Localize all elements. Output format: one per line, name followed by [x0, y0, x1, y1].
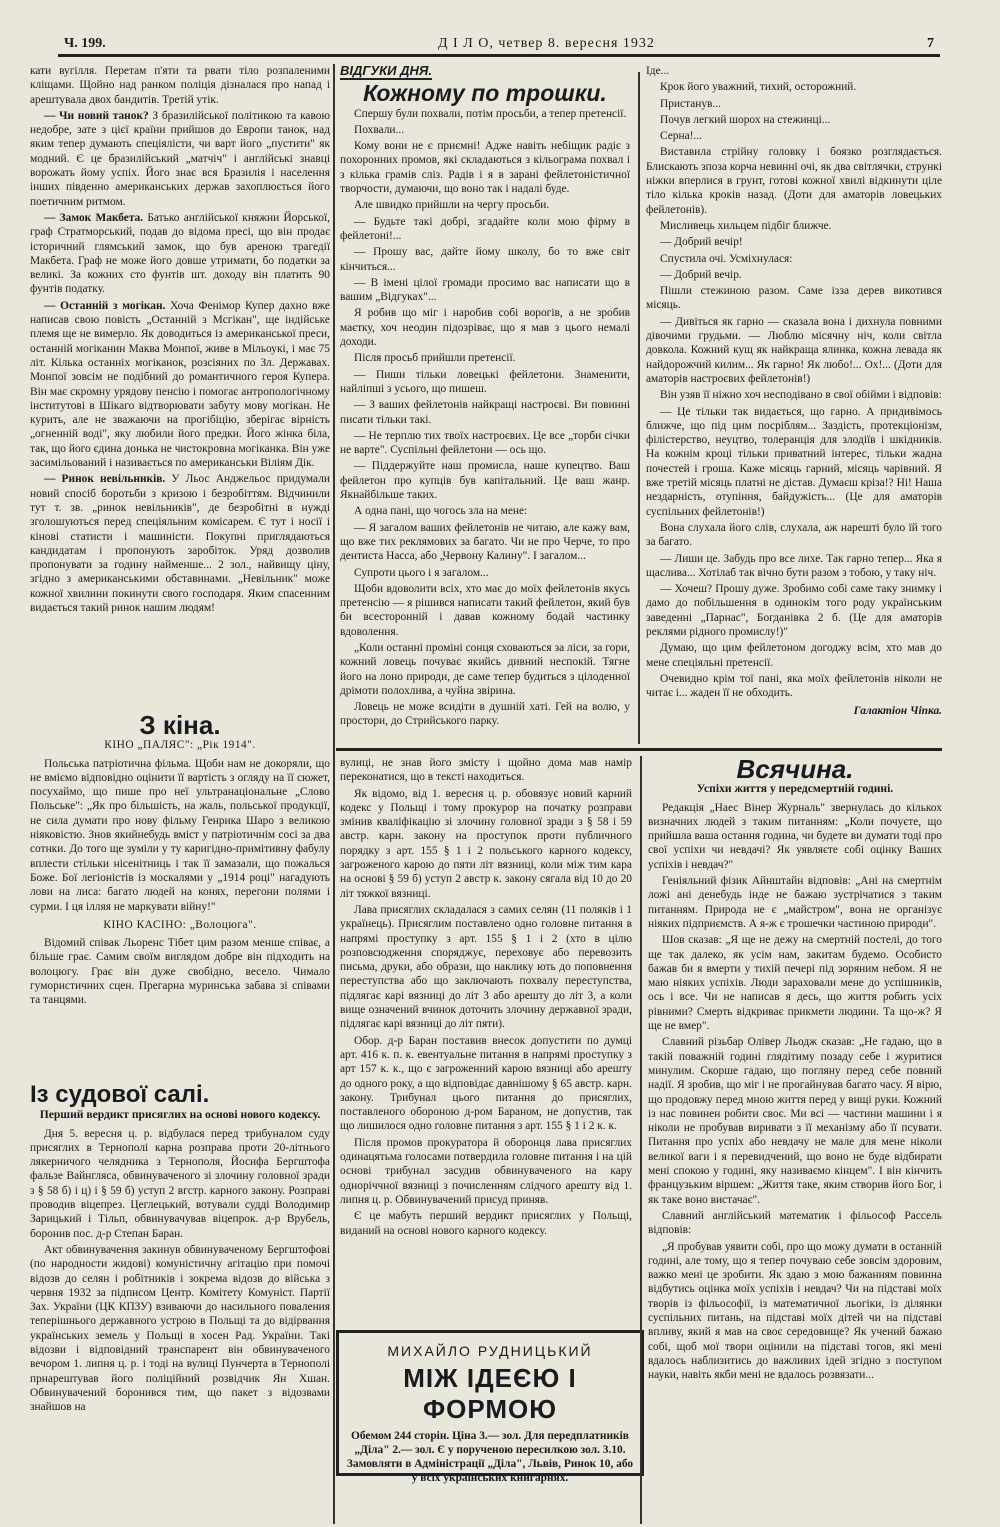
court-para-8: Є це мабуть перший вердикт присяглих у Польщі, виданий на основі нового карного кодексу.	[340, 1210, 632, 1237]
cinema-section	[30, 712, 330, 1082]
book-advertisement	[336, 1330, 644, 1484]
feuilleton-rubric: ВІДГУКИ ДНЯ.	[340, 64, 432, 80]
cinema-palace-heading: КІНО „ПАЛЯС": „Рік 1914".	[104, 739, 256, 752]
ad-author: МИХАЙЛО РУДНИЦЬКИЙ	[387, 1343, 593, 1359]
cinema-casino-heading: КІНО КАСІНО: „Волоцюга".	[103, 918, 257, 931]
feuilleton-cont-para: Мисливець хильцем підбіг ближче.	[660, 219, 832, 232]
court-para-2: Акт обвинувачення закинув обвинуваченому Бергштофові (по народности жидові) комуністичну агітацію при помочі відозв до селян і робітників і зокрема відозв до війська з червня 1932 за підписом Центр. Комітету Комуніст. Партії Зах. України (ЦК КПЗУ) взиваючи до насильного поваления теперішнього державного устрою в Польщі та до відірвання українських земель у Польщі в хосен Рад. України. Такі відозви і відповідний транспарент він обвинуваченого вечором 1. липня ц. р. і тоді на вулиці Пунчерта в Тернополі прнарештував його поліційний розвідчик Ян Хшан. Обвинувачений боронився тим, що пакет з відозвами знайшов на	[30, 1243, 330, 1414]
feuilleton-para: — В імені цілої громади просимо вас написати що в вашим „Відгуках"...	[340, 276, 630, 304]
cinema-title: З кіна.	[139, 712, 221, 740]
court-para-1: Дня 5. вересня ц. р. відбулася перед трибуналом суду присяглих в Тернополі карна розправа проти 20-літнього лякерничого челядника з Тернополя, Йосифа Бергштофа фальзе Вайнгляса, обвинуваченого зі злочину головної зради з § 58 б) і ц) і § 59 б) уступ 2 вгстр. карного закону. Розправі проводив віцепрез. Цеглецький, вотували судді Володимир Зарицький і Тільп, обвинувачував віцепрок. д-р Врубель, боронив пос. д-р Степан Баран.	[30, 1127, 330, 1240]
feuilleton-cont-para: Виставила стрійну головку і боязко розглядається. Блискають зпоза корча невинні очі, як два світлячки, стрункі ніжки вперлися в грунт, готові кожної хвилі відкинути ціле тіло кілька кроків назад. (Доти для аматорів ловецьких фейлетонів).	[646, 146, 942, 216]
court-subtitle: Перший вердикт присяглих на основі нового кодексу.	[39, 1108, 321, 1122]
feuilleton-cont-para: Пішли стежиною разом. Саме ізза дерев викотився місяць.	[646, 285, 942, 312]
misc-title: Всячина.	[736, 756, 854, 784]
column-news	[30, 64, 330, 714]
feuilleton-para: Похвали...	[354, 123, 405, 136]
feuilleton-para: „Коли останні проміні сонця сховаються за ліси, за гори, кожний ловець почуває якийсь дивний неспокій. Тягне його на лоно природи, де саме тепер будиться з цілоденної дрімоти полохлива, а чуйна звірина.	[340, 641, 630, 697]
misc-section	[648, 756, 942, 1522]
column-divider-2	[638, 72, 640, 744]
feuilleton-para: — Не терплю тих твоїх настроєвих. Це все „торби січки не варте". Суспільні фейлетони — ось що.	[340, 429, 630, 457]
feuilleton-para: Кому вони не є приємні! Адже навіть небіщик радіє з похоронних промов, які складаються з кільограма похвал і з кілька грамів сліз. Радів і я в зарані фейлетоністичної творчости, думаючи, що воно так і надалі буде.	[340, 140, 630, 196]
feuilleton-cont-para: — Добрий вечір.	[660, 268, 742, 281]
ad-book-title: МІЖ ІДЕЄЮ І ФОРМОЮ	[403, 1363, 577, 1424]
court-title: Із судової салі.	[30, 1082, 210, 1108]
feuilleton-cont-para: — Добрий вечір!	[660, 236, 743, 249]
column-divider-1	[333, 64, 335, 1524]
misc-para: Шов сказав: „Я ще не дежу на смертній постелі, до того ще так далеко, як усім нам, закитам будемо. Особисто бажав би я вмерти у тихій печері під зоряним небом. Я не маю ніяких успіхів. Люди зараховали мене до успішників, ось і все. Чи не написав я десь, що життя робить усіх рівними? Смерть відкриває прикмети людини. Та що-ж? Я ще не вмер".	[648, 934, 942, 1033]
feuilleton-continued	[646, 64, 942, 744]
court-continued	[340, 756, 632, 1324]
cinema-palace-review: Польська патріотична фільма. Щоби нам не докоряли, що не вміємо відповідно оцінити її вартість з огляду на її сюжет, посухаймо, що пише про неї ультранаціональне „Слово Польське": „Як про більшість, на жаль, польської продукції, не сила думати про нову фільму Генрика Шаро з великою ніяковістю. Знов якийнебудь вміст у патріотичнім сосі за два сотнки. До того ще зуміли у ту каригідно-примітивну фабулу вплести стільки нісенітниць і так її замазали, що пожалься Боже. Бої легіоністів із москалями у „1914 році" нагадують лови на лиса: багато людей на конях, перегони полями і сурми. І ця ілляя не маркувати війну!"	[30, 757, 330, 913]
misc-para: „Я пробував уявити собі, про що можу думати в останній годині, але тому, що я тепер почуваю себе зовсім здоровим, важко мені це зробити. Як здаю з мою бажанням повинна відбутись оцінка моїх успіхів і невдач? Чи на підставі моїх творів із фільософії, із математичної льогіки, із ділянки суспільних питань, на підставі моїх дітей чи на підставі впливу, який я мав на своє середовище? Як учений бажаю собі, щоб мої твори оцінили на підставі тогов, які мені вдалось наблизитись до важливих ідей згідно з поступом науки, навіть якби мені не вдалось розвязати...	[648, 1240, 942, 1382]
news-item-dance: — Чи новий танок? З бразилійської політикою та кавою недобре, зате з цієї країни прийшов до Европи танок, над яким тепер думають спеціялісти, чи варт його „пустити" як модний. Є це бразилійський „матчіч" і англійські знавці ворожать йому успіх. Його знає вся Бразилія і населення інших південно американських держав захоплюється його поетичним ритмом.	[30, 109, 330, 208]
ad-info: Обемом 244 сторін. Ціна 3.— зол. Для передплатників „Діла" 2.— зол. Є у порученою пересилкою зол. 3.10. Замовляти в Адміністрації „Діла", Львів, Ринок 10, або у всіх українських книгарнях.	[346, 1430, 634, 1484]
feuilleton-para: Ловець не може всидіти в душній хаті. Гей на волю, у простори, до Стрийського парку.	[340, 701, 630, 728]
news-item-macbeth: — Замок Макбета. Батько англійської княжни Йорської, граф Стратморський, подав до відома пресі, що він продає історичний глямський замок, що був ареною трагедії Макбета. Граф не може його довше утримати, бо податки за великі. За кожних сто фунтів шт. доходу він платить 90 фунтів податку.	[30, 211, 330, 296]
feuilleton-author: Галактіон Чіпка.	[853, 705, 942, 718]
cinema-casino-review: Відомий співак Льоренс Тібет цим разом менше співає, а більше грає. Самим своїм виглядом добре він підходить на волоцюгу. Грає він дуже свобідно, весело. Чимало гумористичних сцен. Прегарна муринська забава зі співами та танцями.	[30, 937, 330, 1007]
feuilleton-cont-para: Іде...	[646, 65, 670, 77]
feuilleton-para: Я робив що міг і наробив собі ворогів, а не зробив маєтку, хоч неодин підозріває, що я мав з цього немалі доходи.	[340, 307, 630, 349]
feuilleton-para: — З ваших фейлетонів найкращі настроєві. Ви повинні писати тільки такі.	[340, 399, 630, 426]
feuilleton-para: — Будьте такі добрі, згадайте коли мою фірму в фейлетоні!...	[340, 215, 630, 242]
news-item-slave-market: — Ринок невільників. У Льос Анджельос придумали новий спосіб боротьби з кризою і безробіттям. Відчинили тут т. зв. „ринок невільників", де безробітні в нужді зголошуються перед спеціяльним комісарем. Є тут і носії і кінові статисти і машиністи. Покупні приглядаються кандидатам і пропонують заробіток. Уряд дозволив пропонувати за годину найменше... 2 зол., найвищу ціну, згідно з американськими обставинами. „Невільник" може кожної хвилини покинути свого господаря. Яким спасенним видається такий ринок нашим людям!	[30, 473, 330, 614]
feuilleton-para: — Прошу вас, дайте йому школу, бо то вже світ кінчиться...	[340, 246, 630, 273]
page-header	[58, 36, 940, 57]
horizontal-divider	[336, 748, 942, 751]
misc-para: Славний англійський математик і фільософ Рассель відповів:	[648, 1209, 942, 1237]
feuilleton-cont-para: Думаю, що цим фейлетоном догоджу всім, хто мав до мене спеціяльні претенсії.	[646, 642, 942, 669]
court-para-3: вулиці, не знав його змісту і щойно дома мав намір переконатися, що в тексті находиться.	[340, 757, 632, 784]
feuilleton-cont-para: Крок його уважний, тихий, осторожний.	[660, 81, 857, 94]
court-para-6: Обор. д-р Баран поставив внесок допустити по думці арт. 416 к. п. к. евентуальне питання в напрямі проступку з арт 157 к. к., що є загроженний карою вязниці або арешту до одного року, а що відповідає давнішому § 65 австр. карн. закону. Трибунал цього питання до присяглих, поставленого обороною д-ром Бараном, не допустив, так що лишилося одно головне питання з арт. 155 § 1 і 2 к. к.	[340, 1034, 632, 1133]
feuilleton-cont-para: Почув легкий шорох на стежинці...	[660, 113, 831, 126]
feuilleton-cont-para: — Хочеш? Прошу дуже. Зробимо собі саме таку знимку і дамо до побільшення в одинокім того роду українським заведенні „Парнас", Богданівка 2 б. (Це для аматорів реклями рідного промислу!)"	[646, 583, 942, 638]
feuilleton-para: А одна пані, що чогось зла на мене:	[354, 505, 528, 518]
feuilleton-para: — Я загалом ваших фейлетонів не читаю, але кажу вам, що вже тих реклямових за багато. Чи не про Черче, то про дентиста Насса, або „Червону Калину". І загалом...	[340, 521, 630, 563]
feuilleton-section	[340, 64, 630, 744]
feuilleton-cont-para: Серна!...	[660, 130, 702, 143]
feuilleton-para: Але швидко прийшли на чергу просьби.	[354, 199, 550, 212]
feuilleton-para: Супроти цього і я загалом...	[354, 566, 489, 579]
feuilleton-cont-para: — Лиши це. Забудь про все лихе. Так гарно тепер... Яка я щаслива... Хотілаб так вічно бути разом з тобою, у таку ніч.	[646, 552, 942, 579]
feuilleton-para: Спершу були похвали, потім просьби, а тепер претенсії.	[354, 107, 627, 120]
court-para-4: Як відомо, від 1. вересня ц. р. обовязує новий карний кодекс у Польщі і тому прокурор на початку розправи змінив кваліфікацію зі злочину головної зради з § 58 і 59 австр. карн. закону на проступок проти публичного порядку з арт. 155 § 1 і 2 польського карного кодексу, загроженого карою до пяти літ вязниці, коли між тим кара на основі § 59 б) уступ 2 австр к. закону сягала від 10 до 20 літ тяжкої вязниці.	[340, 787, 632, 900]
news-intro: кати вугілля. Перетам п'яти та рвати тіло розпаленими кліщами. Щойно над ранком поліція дізналася про напад і арештувала двох бандитів. Третій утік.	[30, 65, 330, 106]
feuilleton-para: Після просьб прийшли претенсії.	[354, 352, 516, 365]
feuilleton-cont-para: Вона слухала його слів, слухала, аж нарешті було їй того за багато.	[646, 521, 942, 549]
issue-number: Ч. 199.	[64, 36, 106, 51]
feuilleton-para: — Піддержуйте наш промисла, наше купецтво. Ваш фейлетон про купців був капітальний. Це ваш жанр. Якнайбільше таких.	[340, 460, 630, 502]
feuilleton-cont-para: Спустила очі. Усміхнулася:	[660, 252, 793, 265]
misc-para: Славний різьбар Олівер Льодж сказав: „Не гадаю, що в такій поважній годині глядітиму позаду себе і журитися минулим. Скорше гадаю, що погляну перед себе повний надії. Я зробив, що міг і не прогайнував багато часу. Я вірю, що продовжу перед мною життя перед у вищі руки. Кожний із нас повинен робити своє. Ми всі — частини машини і я ніколи не пробував виривати з її механізму або її псувати. Питання про успіх або невдачу не мале для мене ніколи великої ваги і я перевидчений, що воно не буде відбирати мені спокою у годині, яку називаємо кінцем". І він кінчить французьким віршем: „Життя таке, яким створив його Бог, і як таке воно вистачає".	[648, 1036, 942, 1206]
court-para-7: Після промов прокуратора й оборонця лава присяглих одинацятьма голосами потвердила головне питання і на цій основі трибунал засудив обвинуваченого на кару одноріччної вязниці з почисленням слідчого арешту від 1. липня ц. р. Обвинувачений присуд приняв.	[340, 1136, 632, 1206]
newspaper-title-date: Д І Л О, четвер 8. вересня 1932	[438, 36, 655, 51]
misc-subtitle: Успіхи життя у передсмертній годині.	[696, 782, 894, 796]
misc-para: Редакція „Наес Вінер Журналь" звернулась до кількох визначних людей з таким питанням: „Коли почуєте, що прийшла ваша остання година, чи будете ви думати тоді про свої успіхи чи невдачі? Як уявляєте собі оцінку Ваших успіхів і невдач?"	[648, 801, 942, 871]
feuilleton-cont-para: — Дивіться як гарно — сказала вона і дихнула повними дівочими грудьми. — Люблю місячну ніч, коли світла довкола. Кожний кущ як найкраща ялинка, кожна левада як найдорожчий килим... Як гарно! Як любо!... Ох!... (Доти для аматорів настроєвих фейлетонів!)	[646, 315, 942, 385]
feuilleton-para: Щоби вдоволити всіх, хто має до моїх фейлетонів якусь претенсію — я рішився написати такий фейлетон, який був би всесторонній і давав кожному бодай частинку вдоволення.	[340, 582, 630, 638]
feuilleton-title: Кожному по трошки.	[363, 80, 607, 107]
court-section	[30, 1082, 330, 1522]
feuilleton-cont-para: Пристанув...	[660, 97, 721, 110]
feuilleton-cont-para: — Це тільки так видається, що гарно. А придивімось ближче, що під цим посріблям... Заздість, протекціонізм, філістерство, неуцтво, толеранція для злодіїв і шкідників. На кожнім кроці тільки приватний інтерес, тільки жадна почестей і гроша. Каже місяць гарний, місяць чарівний. Я вже третій місяць платні не дістав. Думаєш кріза!? Ні! Наша нездарність, отупіння, байдужість... (Це для аматорів суспільних фейлетонів!)	[646, 405, 942, 518]
feuilleton-cont-para: Він узяв її ніжно хоч несподівано в свої обійми і відповів:	[660, 389, 942, 402]
misc-para: Геніяльний фізик Айнштайн відповів: „Ані на смертнім ложі ані денебудь інде не бажаю зустрічатися з таким питанням. Природа не є „майстром", вона не організує ніяких підприємств. А я-ж є трошечки частиною природи".	[648, 875, 942, 930]
news-item-mohican: — Останній з могікан. Хоча Фенімор Купер дахно вже написав свою повість „Останній з Мсгікан", ще індійське племя ще не вимерло. Як доводиться із американської преси, останній могіканин Маква Монпої, живе в Мільоукі, і має 75 літ. Кілька останніх могіканок, розсіяних по Зл. Державах. Монпої зовсім не подібний до романтичного героя Купера. Він має скромну урядову пенсію і помогає антропологічному інститутові в Шікаго відтворювати забуту мову могікан. Не курить, але не зважаючи на прогібіцію, зберігає вірність „огненній воді", яку любили його предки. Його жінка біла, так, що його єдина донька не чистокровна могіканка. Він уже засимільований і називається по американськи Віліям Дік.	[30, 299, 330, 470]
column-divider-3	[640, 756, 642, 1524]
feuilleton-para: — Пиши тільки ловецькі фейлетони. Знаменити, найліпші з усього, що пишеш.	[340, 368, 630, 395]
feuilleton-cont-para: Очевидно крім тої пані, яка моїх фейлетонів ніколи не читає і... жаден її не обходить.	[646, 672, 942, 700]
court-para-5: Лава присяглих складалася з самих селян (11 поляків і 1 українець). Присяглим поставлено одно головне питання в напрямі проступку з арт. 155 § 1 і 2 (хто в цілю розповсюдження споряджує, переховує або перевозить письма, друки, або образи, що наклику ють до поповнення переступства або що заключають похвалу переступства, підлягає карі вязниці до літ 3 або арешту до літ 3, а коли вище означений вчинок доточить злочину державної зради, підлягає карі вязниці до літ пяти).	[340, 903, 632, 1031]
page-number: 7	[927, 36, 934, 51]
